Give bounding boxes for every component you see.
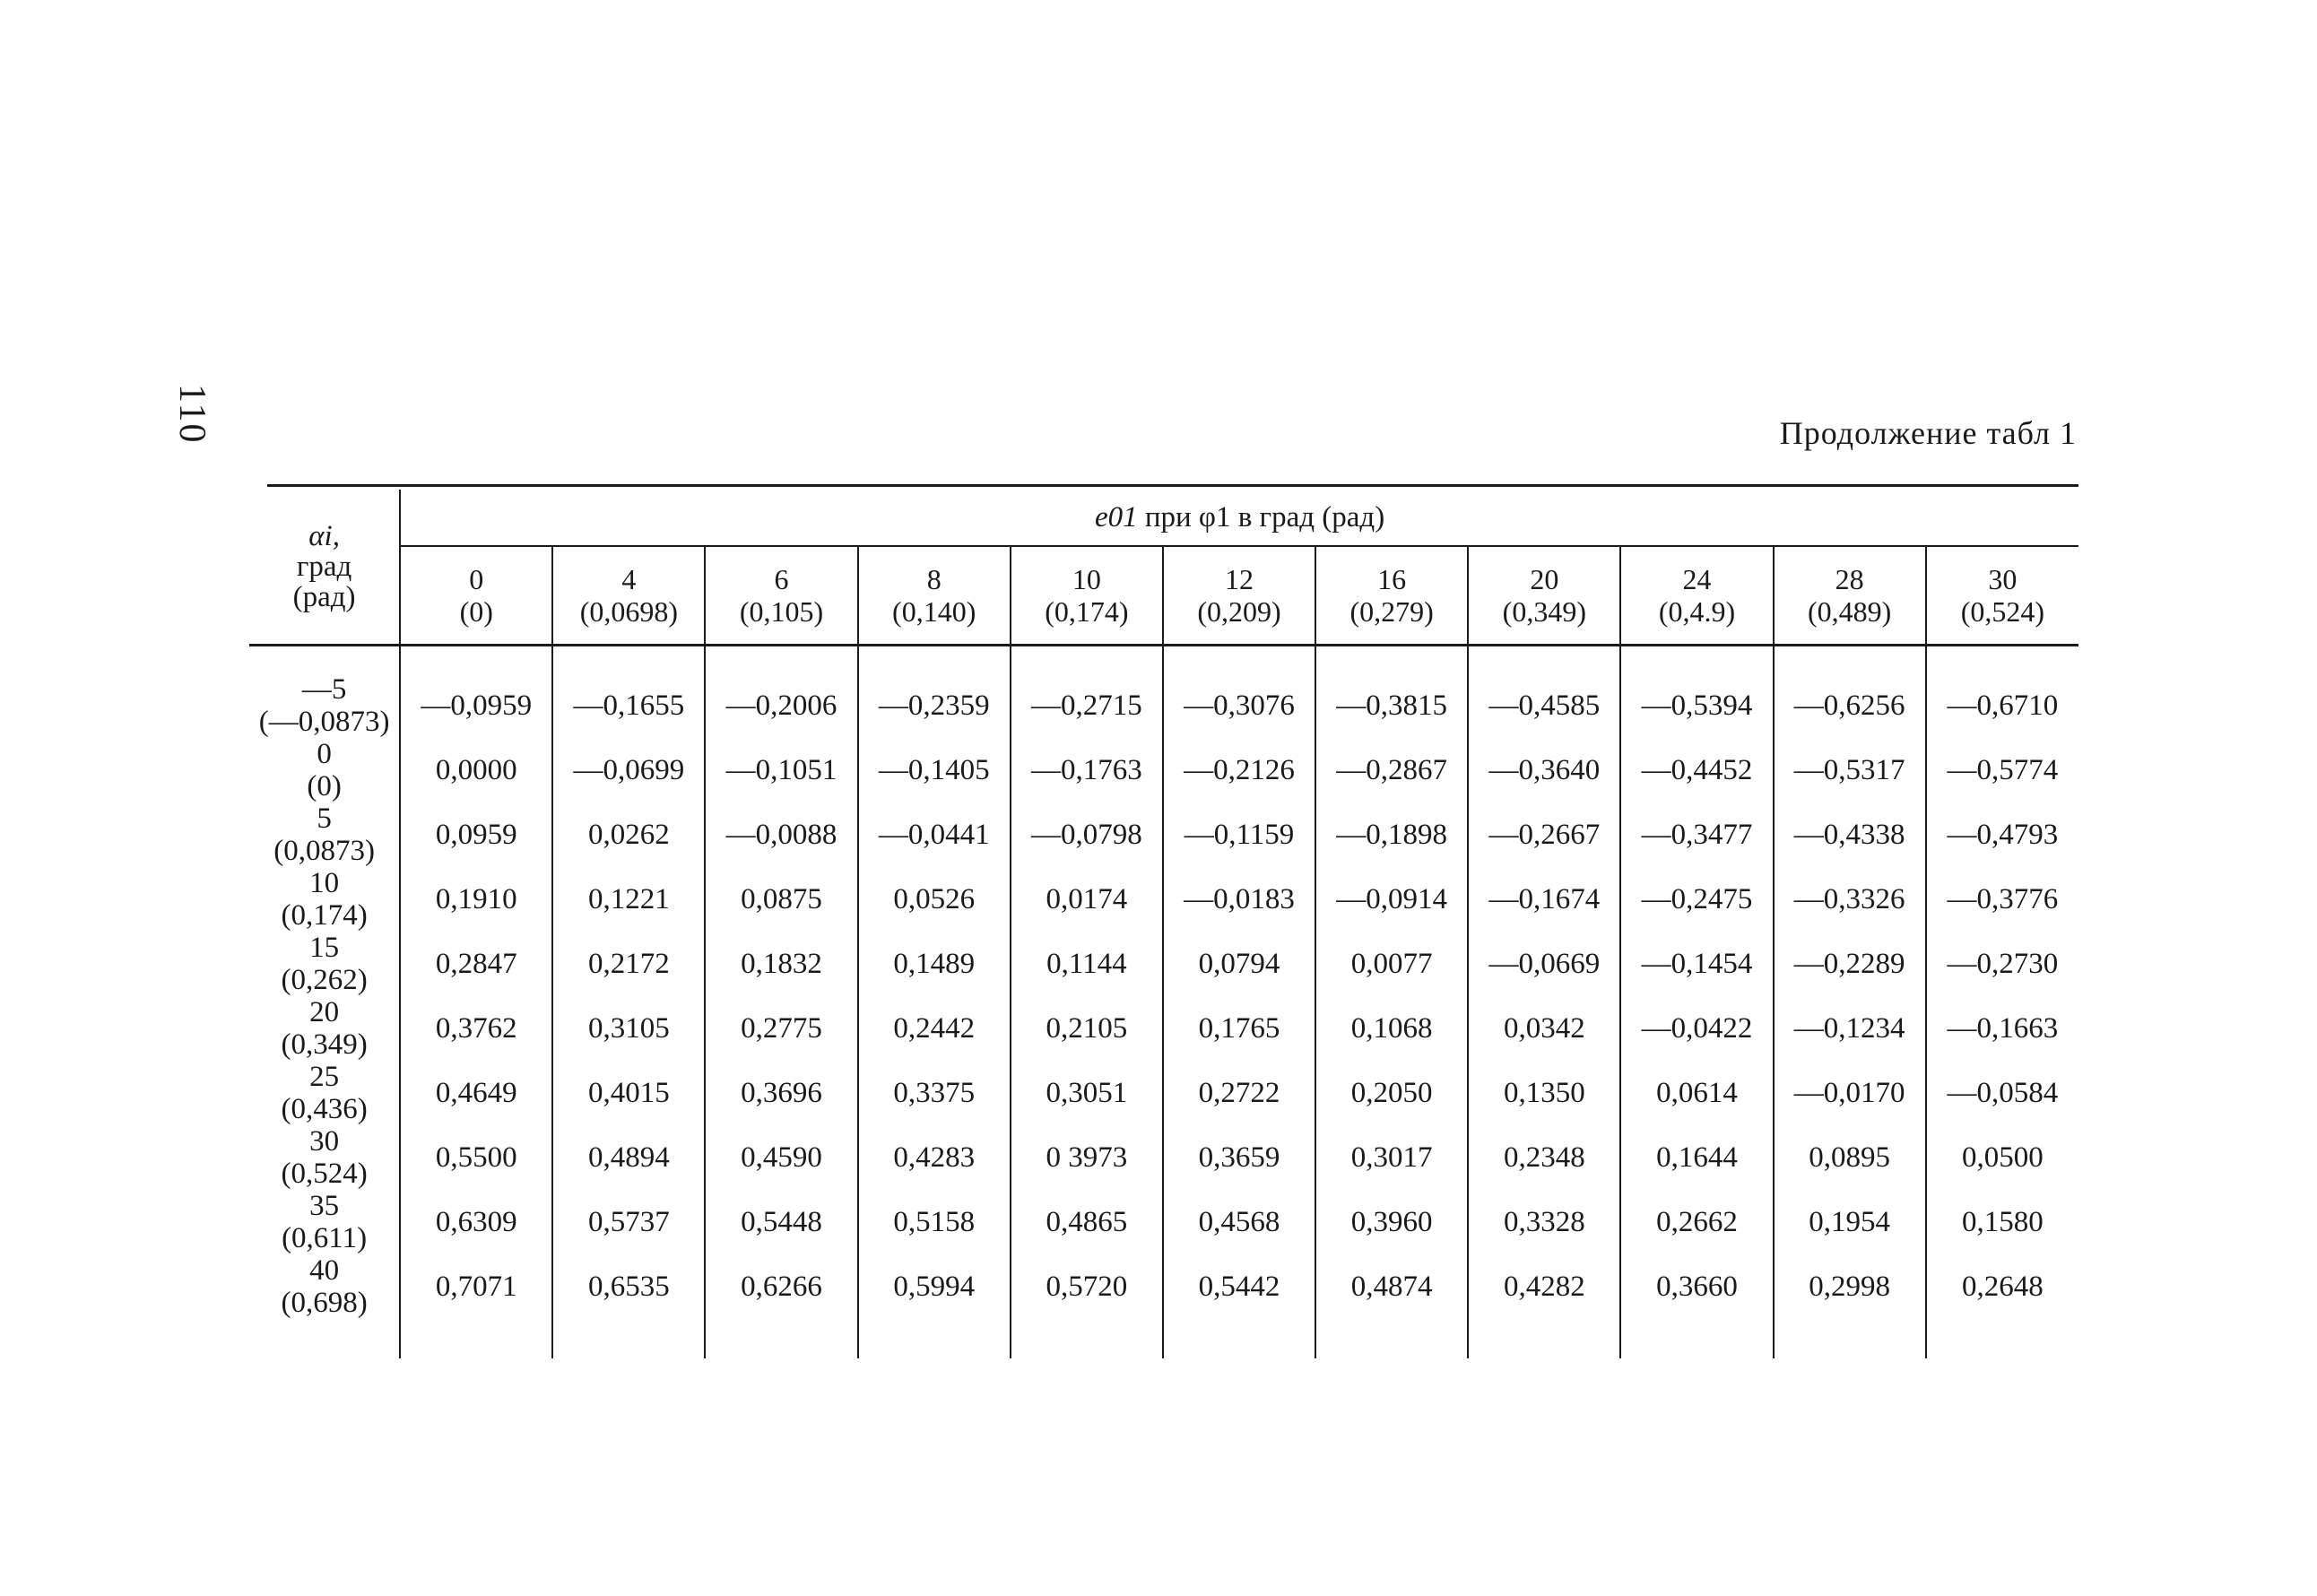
table-cell: 0,2648: [1926, 1254, 2078, 1319]
table-cell: 0,1068: [1315, 996, 1468, 1061]
table-cell: 0,1489: [858, 932, 1011, 996]
table-row: [249, 1125, 2078, 1190]
page-number: 110: [171, 384, 213, 445]
column-header-rad: (0,524): [1960, 595, 2045, 628]
span-header: [400, 490, 2078, 546]
column-header: [1011, 546, 1163, 646]
table-cell: 0,4874: [1315, 1254, 1468, 1319]
table-cell: —0,0584: [1926, 1061, 2078, 1125]
tail-cell: [552, 1319, 705, 1358]
row-argument: [249, 673, 400, 738]
column-header-rad: (0,209): [1197, 595, 1281, 628]
table-cell: —0,0959: [421, 689, 533, 722]
spacer-cell: [1620, 646, 1773, 674]
table-cell: 0,1580: [1926, 1190, 2078, 1254]
table-cell: 0,0077: [1315, 932, 1468, 996]
column-header-rad: (0,279): [1349, 595, 1434, 628]
column-header-deg: 30: [1988, 563, 2018, 595]
table-cell: 0,1954: [1774, 1190, 1926, 1254]
table-cell: —0,2715: [1011, 673, 1163, 738]
table-cell: 0,4649: [435, 1076, 517, 1109]
column-header-row: [249, 546, 2078, 646]
row-argument-deg: 35: [309, 1190, 340, 1222]
column-header-deg: 10: [1072, 563, 1101, 595]
table-cell: 0,3960: [1315, 1190, 1468, 1254]
table-cell: 0,5448: [705, 1190, 857, 1254]
tail-cell: [1315, 1319, 1468, 1358]
table-row: [249, 673, 2078, 738]
spacer-cell: [1163, 646, 1315, 674]
column-header: [1774, 546, 1926, 646]
column-header-rad: (0,4.9): [1658, 595, 1736, 628]
row-argument-rad: (0): [307, 770, 342, 802]
table-cell: 0,0174: [1011, 867, 1163, 932]
row-argument-rad: (0,436): [281, 1093, 368, 1125]
table-header: [249, 490, 2078, 646]
table-cell: 0,2847: [435, 947, 517, 980]
row-argument-rad: (0,174): [281, 899, 368, 932]
table-cell: —0,6710: [1926, 673, 2078, 738]
table-cell: 0,2998: [1774, 1254, 1926, 1319]
table-cell: —0,2867: [1315, 738, 1468, 802]
table-row: [249, 932, 2078, 996]
table-cell: —0,5317: [1774, 738, 1926, 802]
column-header-rad: (0,349): [1502, 595, 1586, 628]
row-argument-deg: 30: [309, 1125, 340, 1158]
table-cell: —0,2475: [1620, 867, 1773, 932]
row-argument-rad: (0,349): [281, 1028, 368, 1061]
row-argument-deg: 0: [317, 738, 332, 770]
column-header: [552, 546, 705, 646]
column-header-rad: (0,0698): [579, 595, 679, 628]
table-cell: 0,4865: [1011, 1190, 1163, 1254]
tail-row: [249, 1319, 2078, 1358]
column-header: [1926, 546, 2078, 646]
table-cell: —0,5774: [1926, 738, 2078, 802]
column-header-deg: 6: [774, 563, 789, 595]
row-argument-deg: 25: [309, 1061, 340, 1093]
table-cell: 0,0895: [1774, 1125, 1926, 1190]
table-cell: —0,2006: [705, 673, 857, 738]
span-header-text: при φ1 в град (рад): [1144, 500, 1385, 533]
table-cell: 0 3973: [1011, 1125, 1163, 1190]
table-cell: —0,1454: [1620, 932, 1773, 996]
row-argument-rad: (0,611): [282, 1222, 368, 1254]
table-cell: 0,0000: [435, 753, 517, 786]
column-header-deg: 24: [1682, 563, 1712, 595]
spacer-cell: [1011, 646, 1163, 674]
row-argument: [249, 867, 400, 932]
table-cell: 0,5158: [858, 1190, 1011, 1254]
table-cell: —0,1763: [1011, 738, 1163, 802]
table-cell: —0,1405: [858, 738, 1011, 802]
table-cell: 0,1910: [435, 882, 517, 915]
table-cell: 0,3017: [1315, 1125, 1468, 1190]
column-header: [705, 546, 857, 646]
row-argument: [249, 738, 400, 802]
spacer-cell: [858, 646, 1011, 674]
column-header: [1315, 546, 1468, 646]
column-header: [858, 546, 1011, 646]
table-cell: 0,2662: [1620, 1190, 1773, 1254]
column-header: [1620, 546, 1773, 646]
table-cell: —0,1159: [1163, 802, 1315, 867]
table-cell: —0,2289: [1774, 932, 1926, 996]
table-cell: —0,2126: [1163, 738, 1315, 802]
table-cell: 0,4282: [1468, 1254, 1620, 1319]
spacer-cell: [1315, 646, 1468, 674]
table-cell: —0,0088: [705, 802, 857, 867]
table-cell: 0,5737: [552, 1190, 705, 1254]
column-header: [1468, 546, 1620, 646]
column-header-rad: (0): [459, 595, 493, 628]
row-argument-deg: 5: [317, 802, 332, 835]
table-cell: 0,2722: [1163, 1061, 1315, 1125]
row-argument-rad: (0,524): [281, 1158, 368, 1190]
table-cell: 0,1765: [1163, 996, 1315, 1061]
table-cell: 0,4568: [1163, 1190, 1315, 1254]
row-argument: [249, 802, 400, 867]
table-cell: 0,5720: [1011, 1254, 1163, 1319]
column-header-rad: (0,140): [892, 595, 976, 628]
table-cell: 0,4894: [552, 1125, 705, 1190]
row-argument: [249, 996, 400, 1061]
table-cell: —0,4338: [1774, 802, 1926, 867]
table-cell: —0,0699: [552, 738, 705, 802]
column-header-deg: 4: [621, 563, 637, 595]
row-argument-rad: (—0,0873): [258, 706, 390, 738]
table-cell: 0,1832: [705, 932, 857, 996]
table-cell: —0,3640: [1468, 738, 1620, 802]
table-cell: 0,4590: [705, 1125, 857, 1190]
column-header-rad: (0,174): [1045, 595, 1129, 628]
spacer-cell: [705, 646, 857, 674]
tail-cell: [1926, 1319, 2078, 1358]
table-cell: 0,6535: [552, 1254, 705, 1319]
table-cell: 0,1644: [1620, 1125, 1773, 1190]
tail-cell: [249, 1319, 400, 1358]
table-cell: 0,3328: [1468, 1190, 1620, 1254]
table-row: [249, 738, 2078, 802]
spacer-row: [249, 646, 2078, 674]
row-argument: [249, 1254, 400, 1319]
table-cell: 0,0262: [552, 802, 705, 867]
table-cell: —0,3076: [1163, 673, 1315, 738]
spacer-cell: [1468, 646, 1620, 674]
table-cell: —0,0441: [858, 802, 1011, 867]
tail-cell: [1011, 1319, 1163, 1358]
table-cell: 0,2775: [705, 996, 857, 1061]
row-argument: [249, 932, 400, 996]
table-cell: 0,3375: [858, 1061, 1011, 1125]
table-cell: 0,1221: [552, 867, 705, 932]
spacer-cell: [249, 646, 400, 674]
row-argument-deg: 40: [309, 1254, 340, 1287]
table-body: [249, 646, 2078, 1359]
table-cell: —0,0183: [1163, 867, 1315, 932]
column-header: [1163, 546, 1315, 646]
table-cell: 0,2348: [1468, 1125, 1620, 1190]
table-row: [249, 802, 2078, 867]
table-cell: 0,2442: [858, 996, 1011, 1061]
stub-header-unit-rad: (рад): [292, 581, 356, 613]
table-cell: 0,7071: [435, 1270, 517, 1303]
table-row: [249, 1061, 2078, 1125]
tail-cell: [1620, 1319, 1773, 1358]
row-argument: [249, 1061, 400, 1125]
tail-cell: [1468, 1319, 1620, 1358]
spacer-cell: [552, 646, 705, 674]
table-cell: 0,2105: [1011, 996, 1163, 1061]
column-header-deg: 16: [1377, 563, 1407, 595]
column-header: [400, 546, 552, 646]
table-cell: 0,5994: [858, 1254, 1011, 1319]
table-cell: 0,2050: [1315, 1061, 1468, 1125]
table-cell: —0,3477: [1620, 802, 1773, 867]
column-header-deg: 12: [1225, 563, 1254, 595]
table-cell: 0,3051: [1011, 1061, 1163, 1125]
table-cell: —0,1898: [1315, 802, 1468, 867]
table-cell: 0,0959: [435, 818, 517, 851]
row-argument-rad: (0,0873): [273, 835, 375, 867]
row-argument-rad: (0,698): [281, 1287, 368, 1319]
table-cell: —0,3815: [1315, 673, 1468, 738]
table-cell: —0,3326: [1774, 867, 1926, 932]
table-cell: —0,2667: [1468, 802, 1620, 867]
table-cell: —0,1674: [1468, 867, 1620, 932]
table-cell: 0,6266: [705, 1254, 857, 1319]
table-cell: —0,4585: [1468, 673, 1620, 738]
tail-cell: [1163, 1319, 1315, 1358]
tail-cell: [705, 1319, 857, 1358]
table-cell: —0,1234: [1774, 996, 1926, 1061]
table-cell: 0,6309: [435, 1205, 517, 1238]
table-cell: —0,2359: [858, 673, 1011, 738]
table-cell: —0,1663: [1926, 996, 2078, 1061]
table-cell: 0,3696: [705, 1061, 857, 1125]
table-cell: 0,0526: [858, 867, 1011, 932]
table-cell: —0,1051: [705, 738, 857, 802]
spacer-cell: [1774, 646, 1926, 674]
table-cell: 0,0875: [705, 867, 857, 932]
stub-header-symbol: αi,: [308, 520, 340, 552]
table-cell: 0,2172: [552, 932, 705, 996]
row-argument: [249, 1125, 400, 1190]
table-cell: —0,0669: [1468, 932, 1620, 996]
tail-cell: [858, 1319, 1011, 1358]
table-cell: —0,0798: [1011, 802, 1163, 867]
tail-cell: [1774, 1319, 1926, 1358]
table-cell: 0,5500: [435, 1141, 517, 1174]
span-header-symbol: e01: [1094, 500, 1138, 533]
table-cell: 0,5442: [1163, 1254, 1315, 1319]
table-cell: —0,4452: [1620, 738, 1773, 802]
spacer-cell: [1926, 646, 2078, 674]
data-table: [249, 490, 2078, 1358]
table-row: [249, 1190, 2078, 1254]
table-cell: 0,0500: [1926, 1125, 2078, 1190]
table-cell: —0,0914: [1315, 867, 1468, 932]
table-cell: —0,4793: [1926, 802, 2078, 867]
table-cell: 0,1350: [1468, 1061, 1620, 1125]
column-header-deg: 8: [926, 563, 942, 595]
table-cell: 0,0342: [1468, 996, 1620, 1061]
table-cell: 0,3762: [435, 1011, 517, 1045]
table-top-rule: [267, 484, 2078, 487]
column-header-deg: 0: [469, 563, 484, 595]
row-argument-deg: 10: [309, 867, 340, 899]
table-cell: 0,0614: [1620, 1061, 1773, 1125]
column-header-rad: (0,489): [1807, 595, 1892, 628]
table-cell: 0,3659: [1163, 1125, 1315, 1190]
column-header-deg: 28: [1835, 563, 1864, 595]
stub-header: [249, 490, 400, 646]
row-argument-deg: 15: [309, 932, 340, 964]
table-cell: —0,6256: [1774, 673, 1926, 738]
table-cell: 0,3660: [1620, 1254, 1773, 1319]
table-row: [249, 1254, 2078, 1319]
column-header-rad: (0,105): [739, 595, 824, 628]
table-cell: 0,4015: [552, 1061, 705, 1125]
table-cell: —0,0422: [1620, 996, 1773, 1061]
tail-cell: [400, 1319, 552, 1358]
table-cell: —0,1655: [552, 673, 705, 738]
row-argument-rad: (0,262): [281, 964, 368, 996]
table-cell: —0,3776: [1926, 867, 2078, 932]
table-row: [249, 867, 2078, 932]
table-cell: 0,4283: [858, 1125, 1011, 1190]
stub-header-unit: град: [296, 551, 352, 583]
row-argument-deg: 20: [309, 996, 340, 1028]
table-cell: —0,2730: [1926, 932, 2078, 996]
table-cell: —0,0170: [1774, 1061, 1926, 1125]
row-argument: [249, 1190, 400, 1254]
column-header-deg: 20: [1530, 563, 1559, 595]
table-row: [249, 996, 2078, 1061]
table-cell: —0,5394: [1620, 673, 1773, 738]
table-cell: 0,3105: [552, 996, 705, 1061]
table-caption: Продолжение табл 1: [1779, 415, 2077, 451]
table-cell: 0,1144: [1011, 932, 1163, 996]
spacer-cell: [400, 646, 552, 674]
table-cell: 0,0794: [1163, 932, 1315, 996]
row-argument-deg: —5: [301, 673, 347, 706]
